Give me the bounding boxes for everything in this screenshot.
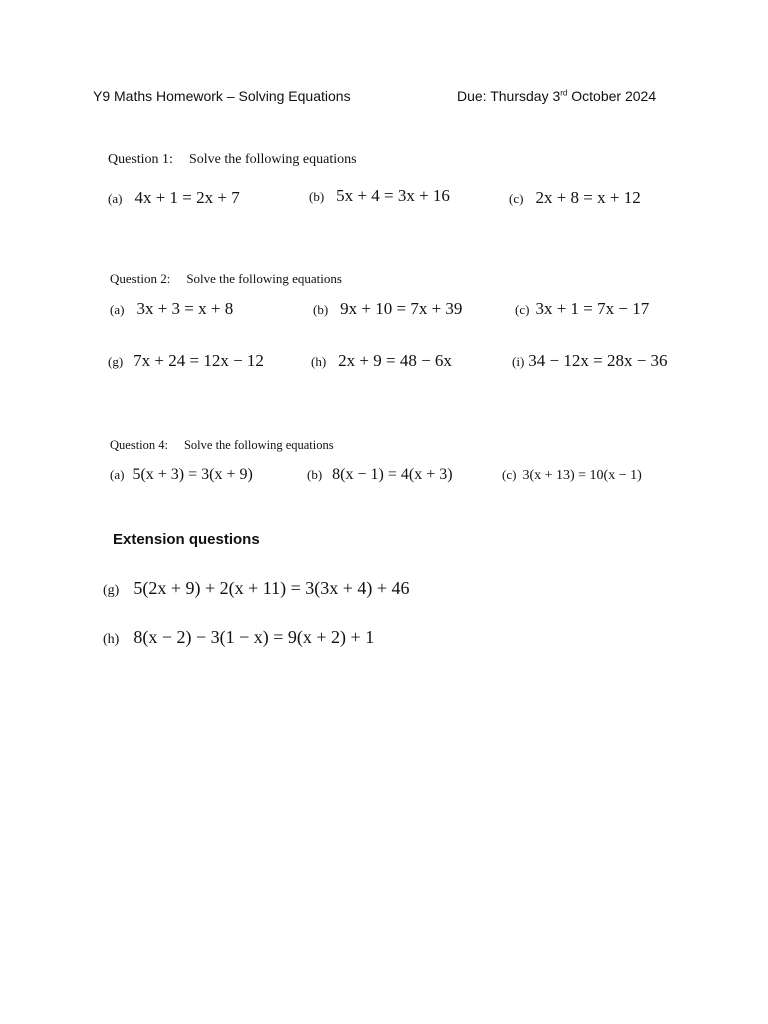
q4-item-equation: 8(x − 1) = 4(x + 3)	[332, 466, 453, 483]
q2-item-label: (h)	[311, 354, 327, 369]
due-date-ordinal: rd	[560, 88, 568, 98]
q2-item-label: (b)	[313, 302, 329, 317]
q4-item-label: (b)	[307, 467, 323, 482]
extension-item-h	[103, 627, 374, 648]
q1-item-label: (c)	[509, 191, 524, 206]
q4-item-a	[110, 466, 253, 484]
due-date-suffix: October 2024	[567, 88, 657, 104]
q2-item-equation: 7x + 24 = 12x − 12	[133, 351, 264, 370]
q4-item-b	[307, 466, 453, 484]
q2-item-label: (a)	[110, 302, 125, 317]
q1-item-equation: 2x + 8 = x + 12	[535, 188, 641, 207]
question-1-instruction: Solve the following equations	[188, 152, 357, 167]
q2-item-h	[311, 351, 452, 371]
q2-item-b	[313, 299, 462, 319]
due-date	[457, 88, 656, 104]
extension-item-equation: 8(x − 2) − 3(1 − x) = 9(x + 2) + 1	[133, 627, 375, 647]
question-1-label: Question 1:	[108, 152, 173, 167]
q1-item-equation: 5x + 4 = 3x + 16	[336, 186, 450, 205]
q1-item-label: (a)	[108, 191, 123, 206]
question-4-instruction: Solve the following equations	[183, 438, 334, 452]
q2-item-label: (c)	[515, 302, 530, 317]
q2-item-label: (g)	[108, 354, 124, 369]
question-4-label: Question 4:	[110, 438, 168, 452]
q4-item-equation: 3(x + 13) = 10(x − 1)	[522, 468, 642, 483]
q2-item-equation: 9x + 10 = 7x + 39	[340, 299, 463, 318]
question-2-label: Question 2:	[110, 271, 171, 286]
q2-item-c	[515, 299, 649, 319]
q2-item-label: (i)	[512, 354, 525, 369]
q1-item-c	[509, 188, 641, 208]
q2-item-equation: 34 − 12x = 28x − 36	[528, 351, 668, 370]
q1-item-b	[309, 186, 450, 206]
q4-item-label: (a)	[110, 467, 125, 482]
question-2-instruction: Solve the following equations	[186, 271, 342, 286]
q2-item-equation: 3x + 3 = x + 8	[136, 299, 234, 318]
page-title: Y9 Maths Homework – Solving Equations	[93, 88, 351, 104]
due-date-prefix: Due: Thursday 3	[457, 88, 561, 104]
extension-heading: Extension questions	[113, 531, 260, 548]
question-2-heading	[110, 271, 342, 287]
q2-item-a	[110, 299, 233, 319]
extension-item-equation: 5(2x + 9) + 2(x + 11) = 3(3x + 4) + 46	[133, 578, 410, 598]
question-4-heading	[110, 438, 334, 453]
extension-item-label: (g)	[103, 583, 120, 598]
q1-item-equation: 4x + 1 = 2x + 7	[134, 188, 240, 207]
q4-item-equation: 5(x + 3) = 3(x + 9)	[132, 466, 253, 483]
q1-item-label: (b)	[309, 189, 325, 204]
extension-item-label: (h)	[103, 632, 120, 647]
q2-item-g	[108, 351, 264, 371]
q4-item-label: (c)	[502, 467, 517, 482]
q1-item-a	[108, 188, 240, 208]
question-1-heading	[108, 152, 357, 168]
q4-item-c	[502, 466, 642, 484]
q2-item-equation: 3x + 1 = 7x − 17	[535, 299, 650, 318]
q2-item-equation: 2x + 9 = 48 − 6x	[338, 351, 452, 370]
q2-item-i	[512, 351, 668, 371]
extension-item-g	[103, 578, 410, 599]
